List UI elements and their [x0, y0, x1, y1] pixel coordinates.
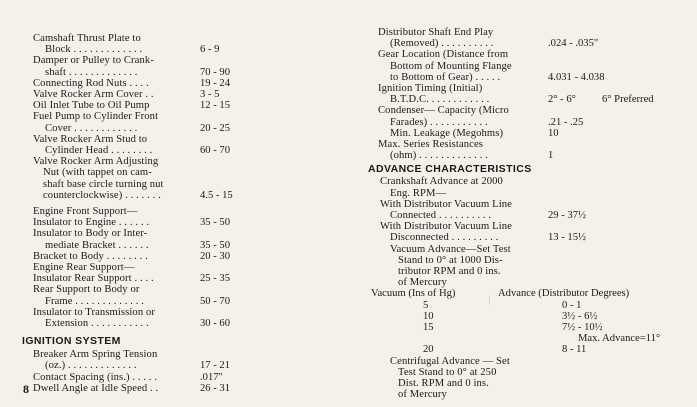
spec-value: 19 - 24	[200, 77, 231, 89]
spec-label: Engine Front Support—	[33, 206, 138, 217]
vacuum-value: 10	[423, 310, 434, 322]
spec-label: Distributor Shaft End Play	[378, 27, 494, 38]
vacuum-col-header: Vacuum (Ins of Hg)	[371, 288, 456, 300]
spec-label: shaft . . . . . . . . . . . . .	[45, 66, 138, 78]
spec-value: 2° - 6°	[548, 94, 576, 106]
spec-label: Test Stand to 0° at 250	[398, 366, 497, 378]
spec-label: Dist. RPM and 0 ins.	[398, 378, 489, 389]
spec-label: Disconnected . . . . . . . . .	[390, 232, 499, 244]
spec-label: Dwell Angle at Idle Speed . .	[33, 382, 159, 394]
spec-label: Fuel Pump to Cylinder Front	[33, 111, 159, 123]
spec-label: Valve Rocker Arm Adjusting	[33, 156, 159, 168]
spec-value: 29 - 37½	[548, 210, 586, 221]
spec-label: With Distributor Vacuum Line	[380, 198, 512, 210]
spec-value: 4.031 - 4.038	[548, 71, 605, 83]
spec-value: 4.5 - 15	[200, 189, 233, 201]
spec-label: of Mercury	[398, 277, 447, 289]
spec-label: Condenser— Capacity (Micro	[378, 105, 509, 117]
spec-label: Min. Leakage (Megohms)	[390, 127, 504, 139]
spec-label: Contact Spacing (ins.) . . . . .	[33, 371, 158, 383]
section-heading: IGNITION SYSTEM	[22, 335, 121, 348]
spec-value: 35 - 50	[200, 239, 231, 251]
spec-label: With Distributor Vacuum Line	[380, 221, 512, 233]
spec-value: .017"	[200, 371, 223, 383]
spec-value: 1	[548, 150, 554, 162]
spec-label: of Mercury	[398, 389, 447, 401]
spec-value: 6 - 9	[200, 44, 220, 56]
spec-label: Block . . . . . . . . . . . . .	[45, 44, 143, 56]
spec-label: Damper or Pulley to Crank-	[33, 55, 154, 67]
spec-label: Oil Inlet Tube to Oil Pump	[33, 100, 150, 112]
spec-value: 60 - 70	[200, 145, 231, 156]
spec-label: Eng. RPM—	[390, 187, 447, 199]
spec-value: 50 - 70	[200, 295, 231, 307]
spec-label: Gear Location (Distance from	[378, 49, 509, 61]
spec-label: (oz.) . . . . . . . . . . . . .	[45, 360, 137, 372]
spec-label: Extension . . . . . . . . . . .	[45, 318, 149, 329]
spec-label: Connected . . . . . . . . . .	[390, 210, 492, 221]
spec-value-preferred: 6° Preferred	[602, 94, 654, 106]
advance-value: 7½ - 10½	[562, 322, 603, 333]
spec-value: 3 - 5	[200, 89, 220, 100]
binding-gutter-mark	[489, 295, 490, 305]
spec-label: Frame . . . . . . . . . . . . .	[45, 295, 145, 307]
spec-value: 25 - 35	[200, 273, 231, 285]
spec-label: Cover . . . . . . . . . . . .	[45, 122, 138, 134]
spec-value: 26 - 31	[200, 382, 231, 394]
spec-label: tributor RPM and 0 ins.	[398, 266, 501, 277]
spec-label: counterclockwise) . . . . . . .	[43, 189, 161, 201]
advance-value: 8 - 11	[562, 344, 587, 356]
advance-value: Max. Advance=11°	[578, 333, 661, 345]
advance-value: 3½ - 6½	[562, 310, 598, 322]
spec-label: to Bottom of Gear) . . . . .	[390, 71, 501, 83]
spec-label: mediate Bracket . . . . . .	[45, 239, 149, 251]
spec-label: Valve Rocker Arm Stud to	[33, 133, 148, 145]
spec-value: 70 - 90	[200, 66, 231, 78]
spec-value: .024 - .035"	[548, 38, 599, 50]
spec-label: Valve Rocker Arm Cover . .	[33, 89, 154, 100]
section-heading: ADVANCE CHARACTERISTICS	[368, 163, 532, 176]
spec-label: Centrifugal Advance — Set	[390, 355, 510, 367]
spec-label: Engine Rear Support—	[33, 262, 135, 273]
spec-label: Cylinder Head . . . . . . . .	[45, 145, 153, 156]
spec-label: Vacuum Advance—Set Test	[390, 243, 511, 255]
spec-value: .21 - .25	[548, 116, 584, 128]
spec-label: Insulator to Body or Inter-	[33, 228, 148, 240]
spec-value: 35 - 50	[200, 217, 231, 229]
advance-col-header: Advance (Distributor Degrees)	[498, 288, 630, 300]
spec-label: Max. Series Resistances	[378, 139, 483, 150]
spec-label: Crankshaft Advance at 2000	[380, 176, 503, 188]
advance-value: 0 - 1	[562, 299, 582, 311]
spec-label: B.T.D.C. . . . . . . . . . . .	[390, 94, 490, 106]
spec-label: Insulator to Engine . . . . . .	[33, 217, 150, 229]
spec-label: Camshaft Thrust Plate to	[33, 33, 141, 44]
vacuum-value: 15	[423, 322, 434, 333]
spec-label: Connecting Rod Nuts . . . .	[33, 77, 149, 89]
spec-value: 20 - 25	[200, 122, 231, 134]
spec-label: Bottom of Mounting Flange	[390, 60, 512, 72]
spec-value: 13 - 15½	[548, 232, 586, 244]
spec-label: Rear Support to Body or	[33, 284, 140, 296]
spec-label: Insulator to Transmission or	[33, 306, 155, 318]
spec-label: Farades) . . . . . . . . . . .	[390, 116, 488, 128]
spec-label: (Removed) . . . . . . . . . .	[390, 38, 494, 50]
spec-value: 10	[548, 127, 559, 139]
spec-label: Breaker Arm Spring Tension	[33, 349, 158, 361]
spec-label: Nut (with tappet on cam-	[43, 167, 152, 179]
spec-label: Bracket to Body . . . . . . . .	[33, 250, 148, 262]
spec-label: Insulator Rear Support . . . .	[33, 273, 154, 285]
spec-value: 17 - 21	[200, 360, 231, 372]
spec-value: 20 - 30	[200, 250, 231, 262]
spec-value: 12 - 15	[200, 100, 231, 112]
vacuum-value: 20	[423, 344, 434, 356]
spec-label: shaft base circle turning nut	[43, 178, 164, 190]
spec-value: 30 - 60	[200, 318, 231, 329]
page-number: 8	[23, 382, 29, 396]
spec-label: Ignition Timing (Initial)	[378, 83, 483, 94]
spec-label: Stand to 0° at 1000 Dis-	[398, 254, 503, 266]
spec-label: (ohm) . . . . . . . . . . . . .	[390, 150, 488, 162]
vacuum-value: 5	[423, 299, 429, 311]
